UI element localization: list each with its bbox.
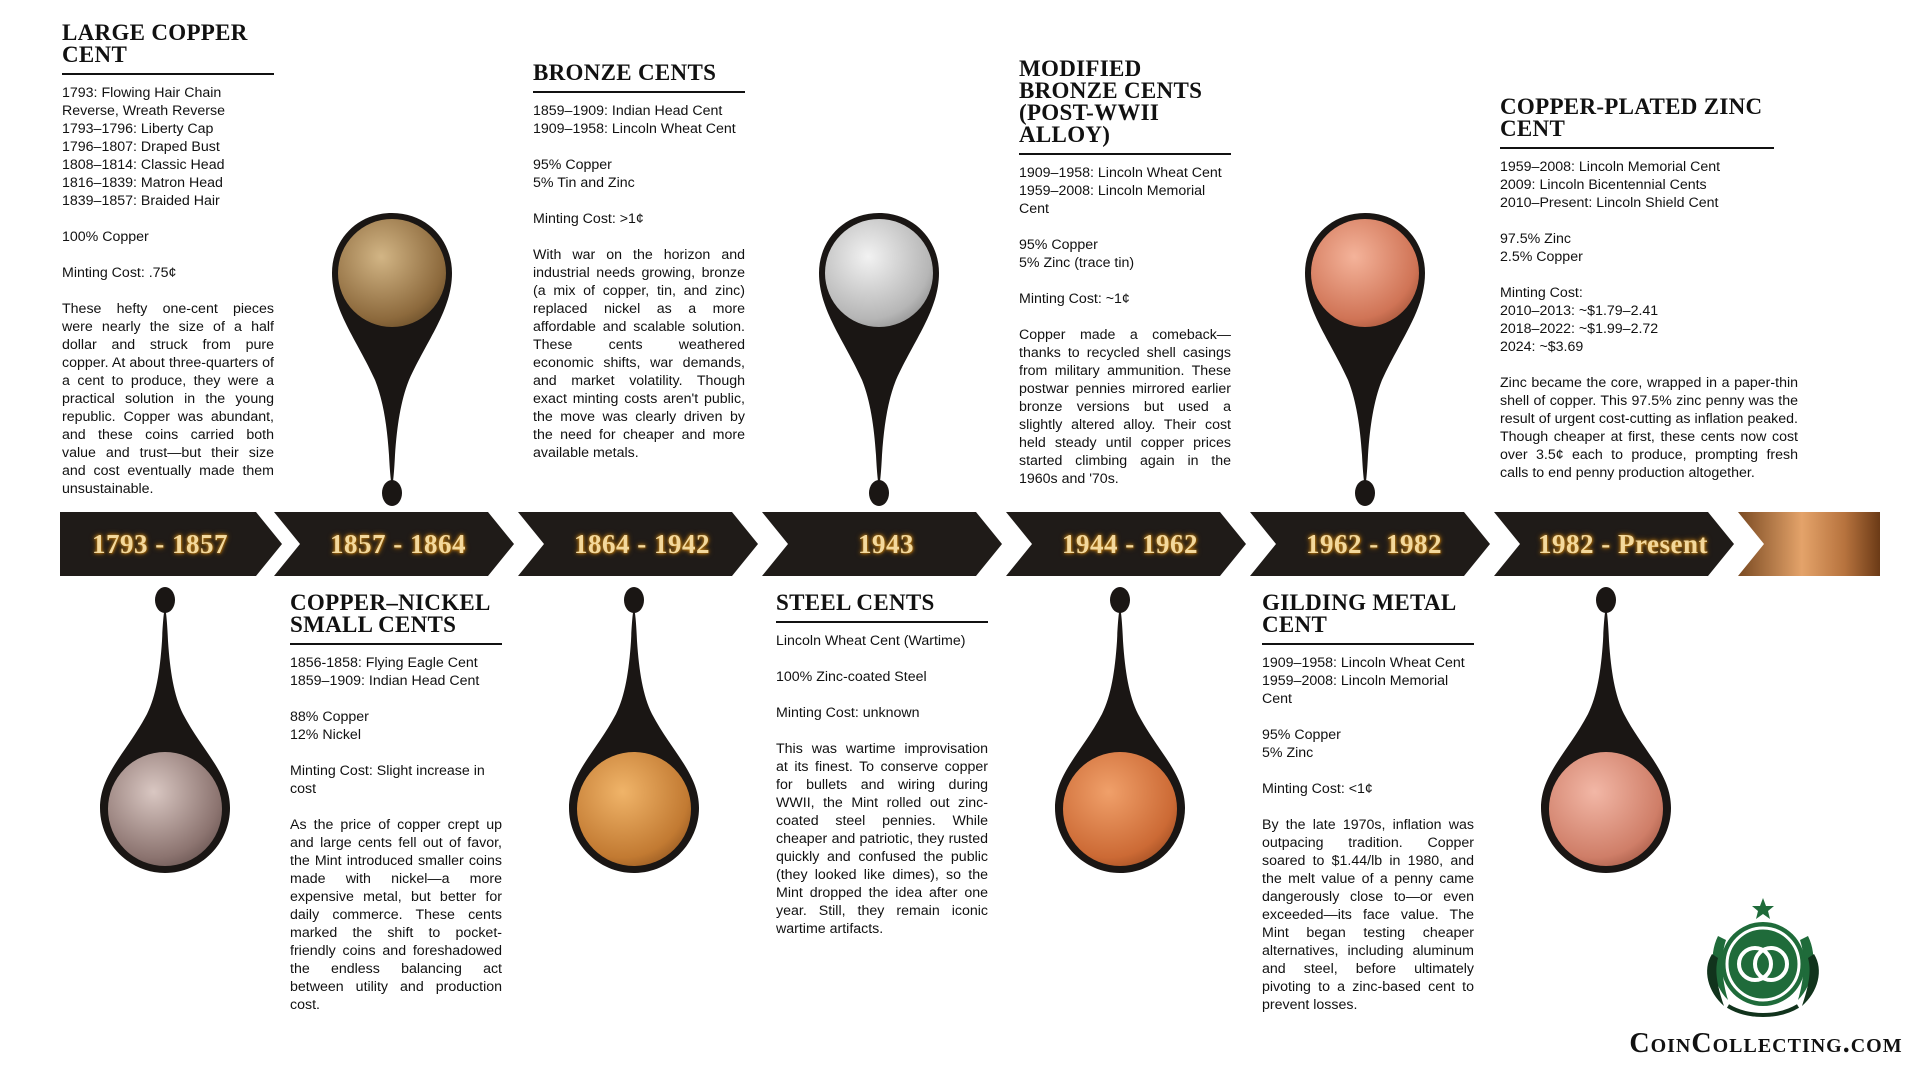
timeline-segment	[762, 512, 1002, 576]
cost-line: Minting Cost: Slight increase in cost	[290, 763, 485, 797]
type-line: 2010–Present: Lincoln Shield Cent	[1500, 195, 1719, 211]
coin-drop-shield-cent	[1538, 586, 1674, 876]
flowing-hair-cent-icon	[108, 752, 222, 866]
shield-cent-icon	[1549, 752, 1663, 866]
composition-line: 5% Zinc (trace tin)	[1019, 255, 1135, 271]
timeline-end-bar	[1738, 512, 1880, 576]
type-line: 2009: Lincoln Bicentennial Cents	[1500, 177, 1707, 193]
logo-wordmark[interactable]: CoinCollecting.com	[1629, 1028, 1903, 1059]
era-title: GILDING METAL CENT	[1262, 592, 1474, 645]
timeline-segment	[1006, 512, 1246, 576]
timeline-segment	[1250, 512, 1490, 576]
cost-line: 2018–2022: ~$1.99–2.72	[1500, 321, 1659, 337]
era-modified-bronze-cents	[1019, 58, 1231, 488]
timeline	[60, 512, 1880, 580]
type-line: 1793–1796: Liberty Cap	[62, 121, 214, 137]
era-description: By the late 1970s, inflation was outpacing tradition. Copper soared to $1.44/lb in 1980, and the melt value of a penny came dangerously close to—or even exceeded—its face value. The Mint began testing cheaper alternatives, including aluminum and steel, before ultimately pivoting to a zinc-based cent to prevent losses.	[1262, 817, 1474, 1013]
timeline-segment	[274, 512, 514, 576]
era-title: LARGE COPPER CENT	[62, 22, 274, 75]
composition-line: 5% Tin and Zinc	[533, 175, 635, 191]
timeline-label: 1864 - 1942	[574, 529, 710, 559]
composition-line: 95% Copper	[1262, 727, 1341, 743]
era-title: MODIFIED BRONZE CENTS (POST-WWII ALLOY)	[1019, 58, 1231, 155]
era-description: Copper made a comeback—thanks to recycled shell casings from military ammunition. These postwar pennies mirrored earlier bronze versions but used a slightly altered alloy. Their cost held steady until copper prices started climbing again in the 1960s and '70s.	[1019, 327, 1231, 487]
type-line: 1959–2008: Lincoln Memorial Cent	[1019, 183, 1206, 217]
copper-bar-shape	[1738, 512, 1880, 576]
cost-line: Minting Cost: <1¢	[1262, 781, 1373, 797]
cost-line: Minting Cost: unknown	[776, 705, 920, 721]
type-line: 1793: Flowing Hair Chain Reverse, Wreath Reverse	[62, 85, 225, 119]
wheat-reverse-cent-icon	[1063, 752, 1177, 866]
timeline-label: 1943	[858, 529, 914, 559]
memorial-cent-icon	[1311, 219, 1419, 327]
composition-line: 100% Zinc-coated Steel	[776, 669, 927, 685]
type-line: 1959–2008: Lincoln Memorial Cent	[1262, 673, 1449, 707]
era-title: STEEL CENTS	[776, 592, 988, 623]
lincoln-wheat-cent-icon	[577, 752, 691, 866]
timeline-label: 1962 - 1982	[1306, 529, 1442, 559]
cost-line: 2010–2013: ~$1.79–2.41	[1500, 303, 1659, 319]
coin-drop-wheat-reverse	[1052, 586, 1188, 876]
era-gilding-metal-cent	[1262, 592, 1474, 1014]
cost-line: Minting Cost: >1¢	[533, 211, 644, 227]
era-bronze-cents	[533, 62, 745, 462]
coin-drop-wheat-cent	[566, 586, 702, 876]
logo-emblem-icon	[1698, 896, 1828, 1020]
type-line: 1959–2008: Lincoln Memorial Cent	[1500, 159, 1721, 175]
composition-line: 12% Nickel	[290, 727, 361, 743]
composition-line: 97.5% Zinc	[1500, 231, 1571, 247]
composition-line: 95% Copper	[533, 157, 612, 173]
coin-drop-indian-head	[329, 210, 455, 510]
era-title: COPPER-PLATED ZINC CENT	[1500, 96, 1774, 149]
type-line: 1816–1839: Matron Head	[62, 175, 223, 191]
timeline-label: 1793 - 1857	[92, 529, 228, 559]
timeline-label: 1857 - 1864	[330, 529, 466, 559]
type-line: 1909–1958: Lincoln Wheat Cent	[1019, 165, 1222, 181]
era-copper-plated-zinc-cent	[1500, 96, 1798, 482]
timeline-segment	[1494, 512, 1734, 576]
composition-line: 95% Copper	[1019, 237, 1098, 253]
era-description: Zinc became the core, wrapped in a paper-thin shell of copper. This 97.5% zinc penny was the result of urgent cost-cutting as inflation peaked. Though cheaper at first, these cents now cost over 3.5¢ each to produce, prompting fresh calls to end penny production altogether.	[1500, 375, 1798, 481]
cost-line: Minting Cost: ~1¢	[1019, 291, 1130, 307]
timeline-segment	[518, 512, 758, 576]
era-copper-nickel-small-cents	[290, 592, 502, 1014]
era-description: With war on the horizon and industrial needs growing, bronze (a mix of copper, tin, and zinc) replaced nickel as a more affordable and scalable solution. These cents weathered economic shifts, war demands, and market volatility. Though exact minting costs aren't public, the move was clearly driven by the need for cheaper and more available metals.	[533, 247, 745, 461]
indian-head-cent-icon	[338, 219, 446, 327]
era-description: These hefty one-cent pieces were nearly the size of a half dollar and struck from pure copper. At about three-quarters of a cent to produce, they were a practical solution in the young republic. Copper was abundant, and these coins carried both value and trust—but their size and cost eventually made them unsustainable.	[62, 301, 274, 497]
type-line: 1796–1807: Draped Bust	[62, 139, 220, 155]
composition-line: 2.5% Copper	[1500, 249, 1583, 265]
composition-line: 88% Copper	[290, 709, 369, 725]
era-steel-cents	[776, 592, 988, 938]
type-line: Lincoln Wheat Cent (Wartime)	[776, 633, 966, 649]
era-description: This was wartime improvisation at its finest. To conserve copper for bullets and wiring during WWII, the Mint rolled out zinc-coated steel pennies. While cheaper and patriotic, they rusted quickly and confused the public (they looked like dimes), so the Mint dropped the idea after one year. Still, they remain iconic wartime artifacts.	[776, 741, 988, 937]
era-title: COPPER–NICKEL SMALL CENTS	[290, 592, 502, 645]
coin-drop-flowing-hair	[97, 586, 233, 876]
coin-drop-memorial-cent	[1302, 210, 1428, 510]
cost-line: Minting Cost: .75¢	[62, 265, 177, 281]
type-line: 1859–1909: Indian Head Cent	[533, 103, 723, 119]
type-line: 1909–1958: Lincoln Wheat Cent	[533, 121, 736, 137]
type-line: 1859–1909: Indian Head Cent	[290, 673, 480, 689]
era-description: As the price of copper crept up and large cents fell out of favor, the Mint introduced smaller coins made with nickel—a more expensive metal, but better for daily commerce. These cents marked the shift to pocket-friendly coins and foreshadowed the endless balancing act between utility and production cost.	[290, 817, 502, 1013]
type-line: 1856-1858: Flying Eagle Cent	[290, 655, 478, 671]
era-large-copper-cent	[62, 22, 274, 498]
cost-line: 2024: ~$3.69	[1500, 339, 1584, 355]
composition-line: 100% Copper	[62, 229, 149, 245]
type-line: 1909–1958: Lincoln Wheat Cent	[1262, 655, 1465, 671]
type-line: 1808–1814: Classic Head	[62, 157, 225, 173]
timeline-label: 1982 - Present	[1538, 529, 1708, 559]
cost-line: Minting Cost:	[1500, 285, 1583, 301]
steel-cent-icon	[825, 219, 933, 327]
timeline-label: 1944 - 1962	[1062, 529, 1198, 559]
type-line: 1839–1857: Braided Hair	[62, 193, 220, 209]
timeline-segment	[60, 512, 282, 576]
coin-drop-steel-cent	[816, 210, 942, 510]
logo	[1698, 896, 1828, 1020]
era-title: BRONZE CENTS	[533, 62, 745, 93]
composition-line: 5% Zinc	[1262, 745, 1314, 761]
